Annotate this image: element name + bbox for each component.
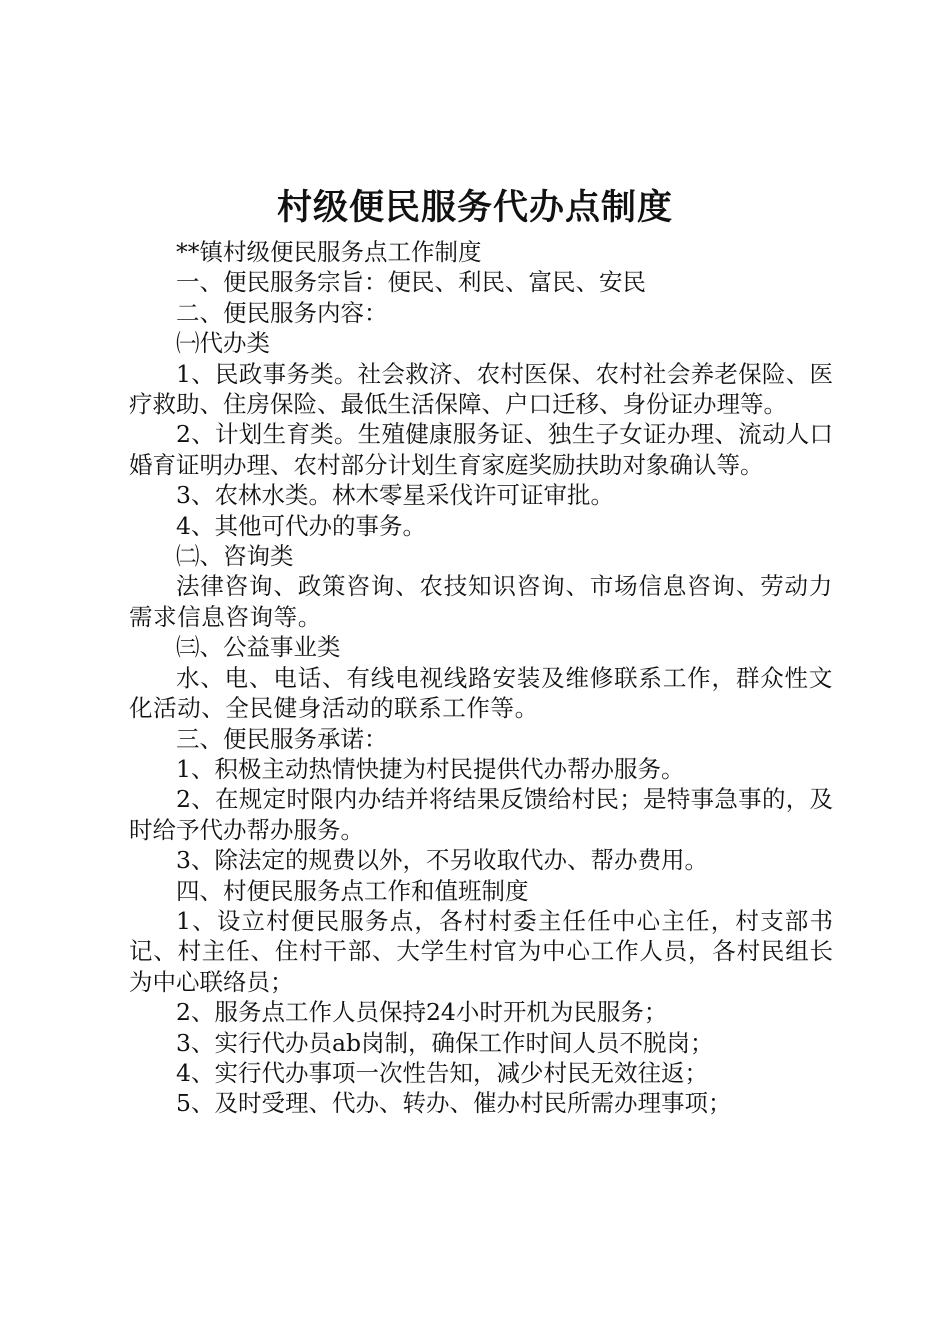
paragraph-duty-1: 1、设立村便民服务点，各村村委主任任中心主任，村支部书记、村主任、住村干部、大学生村官为中心工作人员，各村民组长为中心联络员； (129, 906, 833, 996)
paragraph-duty-5: 5、及时受理、代办、转办、催办村民所需办理事项； (176, 1089, 732, 1118)
document-body (129, 237, 833, 1119)
paragraph-section-three: 三、便民服务承诺： (176, 724, 388, 753)
paragraph-promise-3: 3、除法定的规费以外，不另收取代办、帮办费用。 (176, 846, 708, 875)
paragraph-section-one: 一、便民服务宗旨：便民、利民、富民、安民 (176, 268, 646, 297)
paragraph-section-two: 二、便民服务内容： (176, 298, 388, 327)
paragraph-heading: **镇村级便民服务点工作制度 (176, 238, 482, 266)
paragraph-promise-1: 1、积极主动热情快捷为村民提供代办帮办服务。 (176, 754, 685, 783)
paragraph-subsection-consulting: ㈡、咨询类 (176, 542, 294, 571)
paragraph-public-welfare-content: 水、电、电话、有线电视线路安装及维修联系工作，群众性文化活动、全民健身活动的联系工作等。 (129, 663, 833, 723)
paragraph-duty-3: 3、实行代办员ab岗制，确保工作时间人员不脱岗； (176, 1028, 714, 1057)
paragraph-item-forestry: 3、农林水类。林木零星采伐许可证审批。 (176, 481, 614, 510)
paragraph-subsection-agency: ㈠代办类 (176, 329, 270, 358)
document-title: 村级便民服务代办点制度 (276, 188, 673, 228)
paragraph-item-civil-affairs: 1、民政事务类。社会救济、农村医保、农村社会养老保险、医疗救助、住房保险、最低生活保障、户口迁移、身份证办理等。 (129, 359, 833, 419)
paragraph-promise-2: 2、在规定时限内办结并将结果反馈给村民；是特事急事的，及时给予代办帮办服务。 (129, 785, 833, 844)
paragraph-item-other: 4、其他可代办的事务。 (176, 511, 426, 540)
paragraph-duty-4: 4、实行代办事项一次性告知，减少村民无效往返； (176, 1058, 708, 1087)
paragraph-section-four: 四、村便民服务点工作和值班制度 (176, 876, 529, 905)
paragraph-consulting-content: 法律咨询、政策咨询、农技知识咨询、市场信息咨询、劳动力需求信息咨询等。 (129, 572, 833, 631)
paragraph-subsection-public-welfare: ㈢、公益事业类 (176, 633, 341, 662)
paragraph-duty-2: 2、服务点工作人员保持24小时开机为民服务； (176, 998, 668, 1027)
paragraph-item-family-planning: 2、计划生育类。生殖健康服务证、独生子女证办理、流动人口婚育证明办理、农村部分计划生育家庭奖励扶助对象确认等。 (129, 420, 833, 479)
